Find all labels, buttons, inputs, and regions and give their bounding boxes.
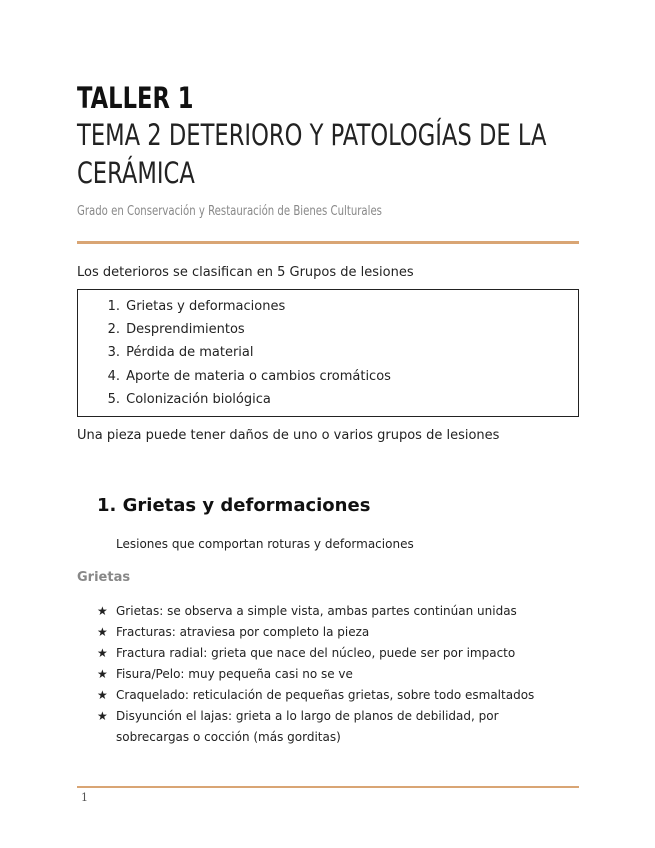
list-number: 5. xyxy=(107,391,120,407)
bullet-item xyxy=(97,685,557,706)
list-number: 4. xyxy=(107,368,120,384)
list-label: Pérdida de material xyxy=(126,345,254,361)
list-item xyxy=(78,295,391,318)
document-title xyxy=(77,80,596,192)
list-number: 3. xyxy=(107,345,120,361)
intro-text: Los deterioros se clasifican en 5 Grupos de lesiones xyxy=(77,265,414,280)
bullet-text: Disyunción el lajas: grieta a lo largo de planos de debilidad, por sobrecargas o cocción (más gorditas) xyxy=(116,709,499,744)
list-label: Colonización biológica xyxy=(126,391,271,407)
bullet-text: Grietas: se observa a simple vista, ambas partes continúan unidas xyxy=(116,604,517,618)
list-label: Grietas y deformaciones xyxy=(126,299,286,314)
bullet-list xyxy=(97,601,557,748)
list-item xyxy=(78,318,391,341)
title-line-2: CERÁMICA xyxy=(77,156,195,190)
list-item xyxy=(78,388,391,411)
bottom-divider xyxy=(77,786,579,788)
star-bullet-icon: ★ xyxy=(97,688,108,702)
outro-text: Una pieza puede tener daños de uno o varios grupos de lesiones xyxy=(77,428,500,443)
list-number: 2. xyxy=(107,322,120,338)
list-number: 1. xyxy=(107,299,120,314)
bullet-item xyxy=(97,706,557,748)
sub-heading: Grietas xyxy=(77,570,131,585)
top-divider xyxy=(77,241,579,244)
section-heading: 1. Grietas y deformaciones xyxy=(97,495,371,516)
star-bullet-icon: ★ xyxy=(97,709,108,723)
bullet-text: Fractura radial: grieta que nace del núcleo, puede ser por impacto xyxy=(116,646,516,660)
star-bullet-icon: ★ xyxy=(97,625,108,639)
bullet-item xyxy=(97,664,557,685)
bullet-item xyxy=(97,622,557,643)
list-label: Desprendimientos xyxy=(126,322,245,338)
document-subtitle: Grado en Conservación y Restauración de Bienes Culturales xyxy=(77,204,382,219)
bullet-item xyxy=(97,643,557,664)
section-description: Lesiones que comportan roturas y deformaciones xyxy=(116,537,414,551)
star-bullet-icon: ★ xyxy=(97,604,108,618)
star-bullet-icon: ★ xyxy=(97,667,108,681)
bullet-text: Fisura/Pelo: muy pequeña casi no se ve xyxy=(116,667,353,681)
page-number: 1 xyxy=(81,791,88,804)
groups-box xyxy=(77,289,579,417)
title-line-1: TEMA 2 DETERIORO Y PATOLOGÍAS DE LA xyxy=(77,118,547,152)
groups-list xyxy=(78,295,391,411)
list-item xyxy=(78,341,391,364)
list-item xyxy=(78,365,391,388)
list-label: Aporte de materia o cambios cromáticos xyxy=(126,368,391,384)
title-main: TALLER 1 xyxy=(77,81,194,115)
star-bullet-icon: ★ xyxy=(97,646,108,660)
bullet-item xyxy=(97,601,557,622)
bullet-text: Fracturas: atraviesa por completo la pieza xyxy=(116,625,370,639)
bullet-text: Craquelado: reticulación de pequeñas grietas, sobre todo esmaltados xyxy=(116,688,535,702)
